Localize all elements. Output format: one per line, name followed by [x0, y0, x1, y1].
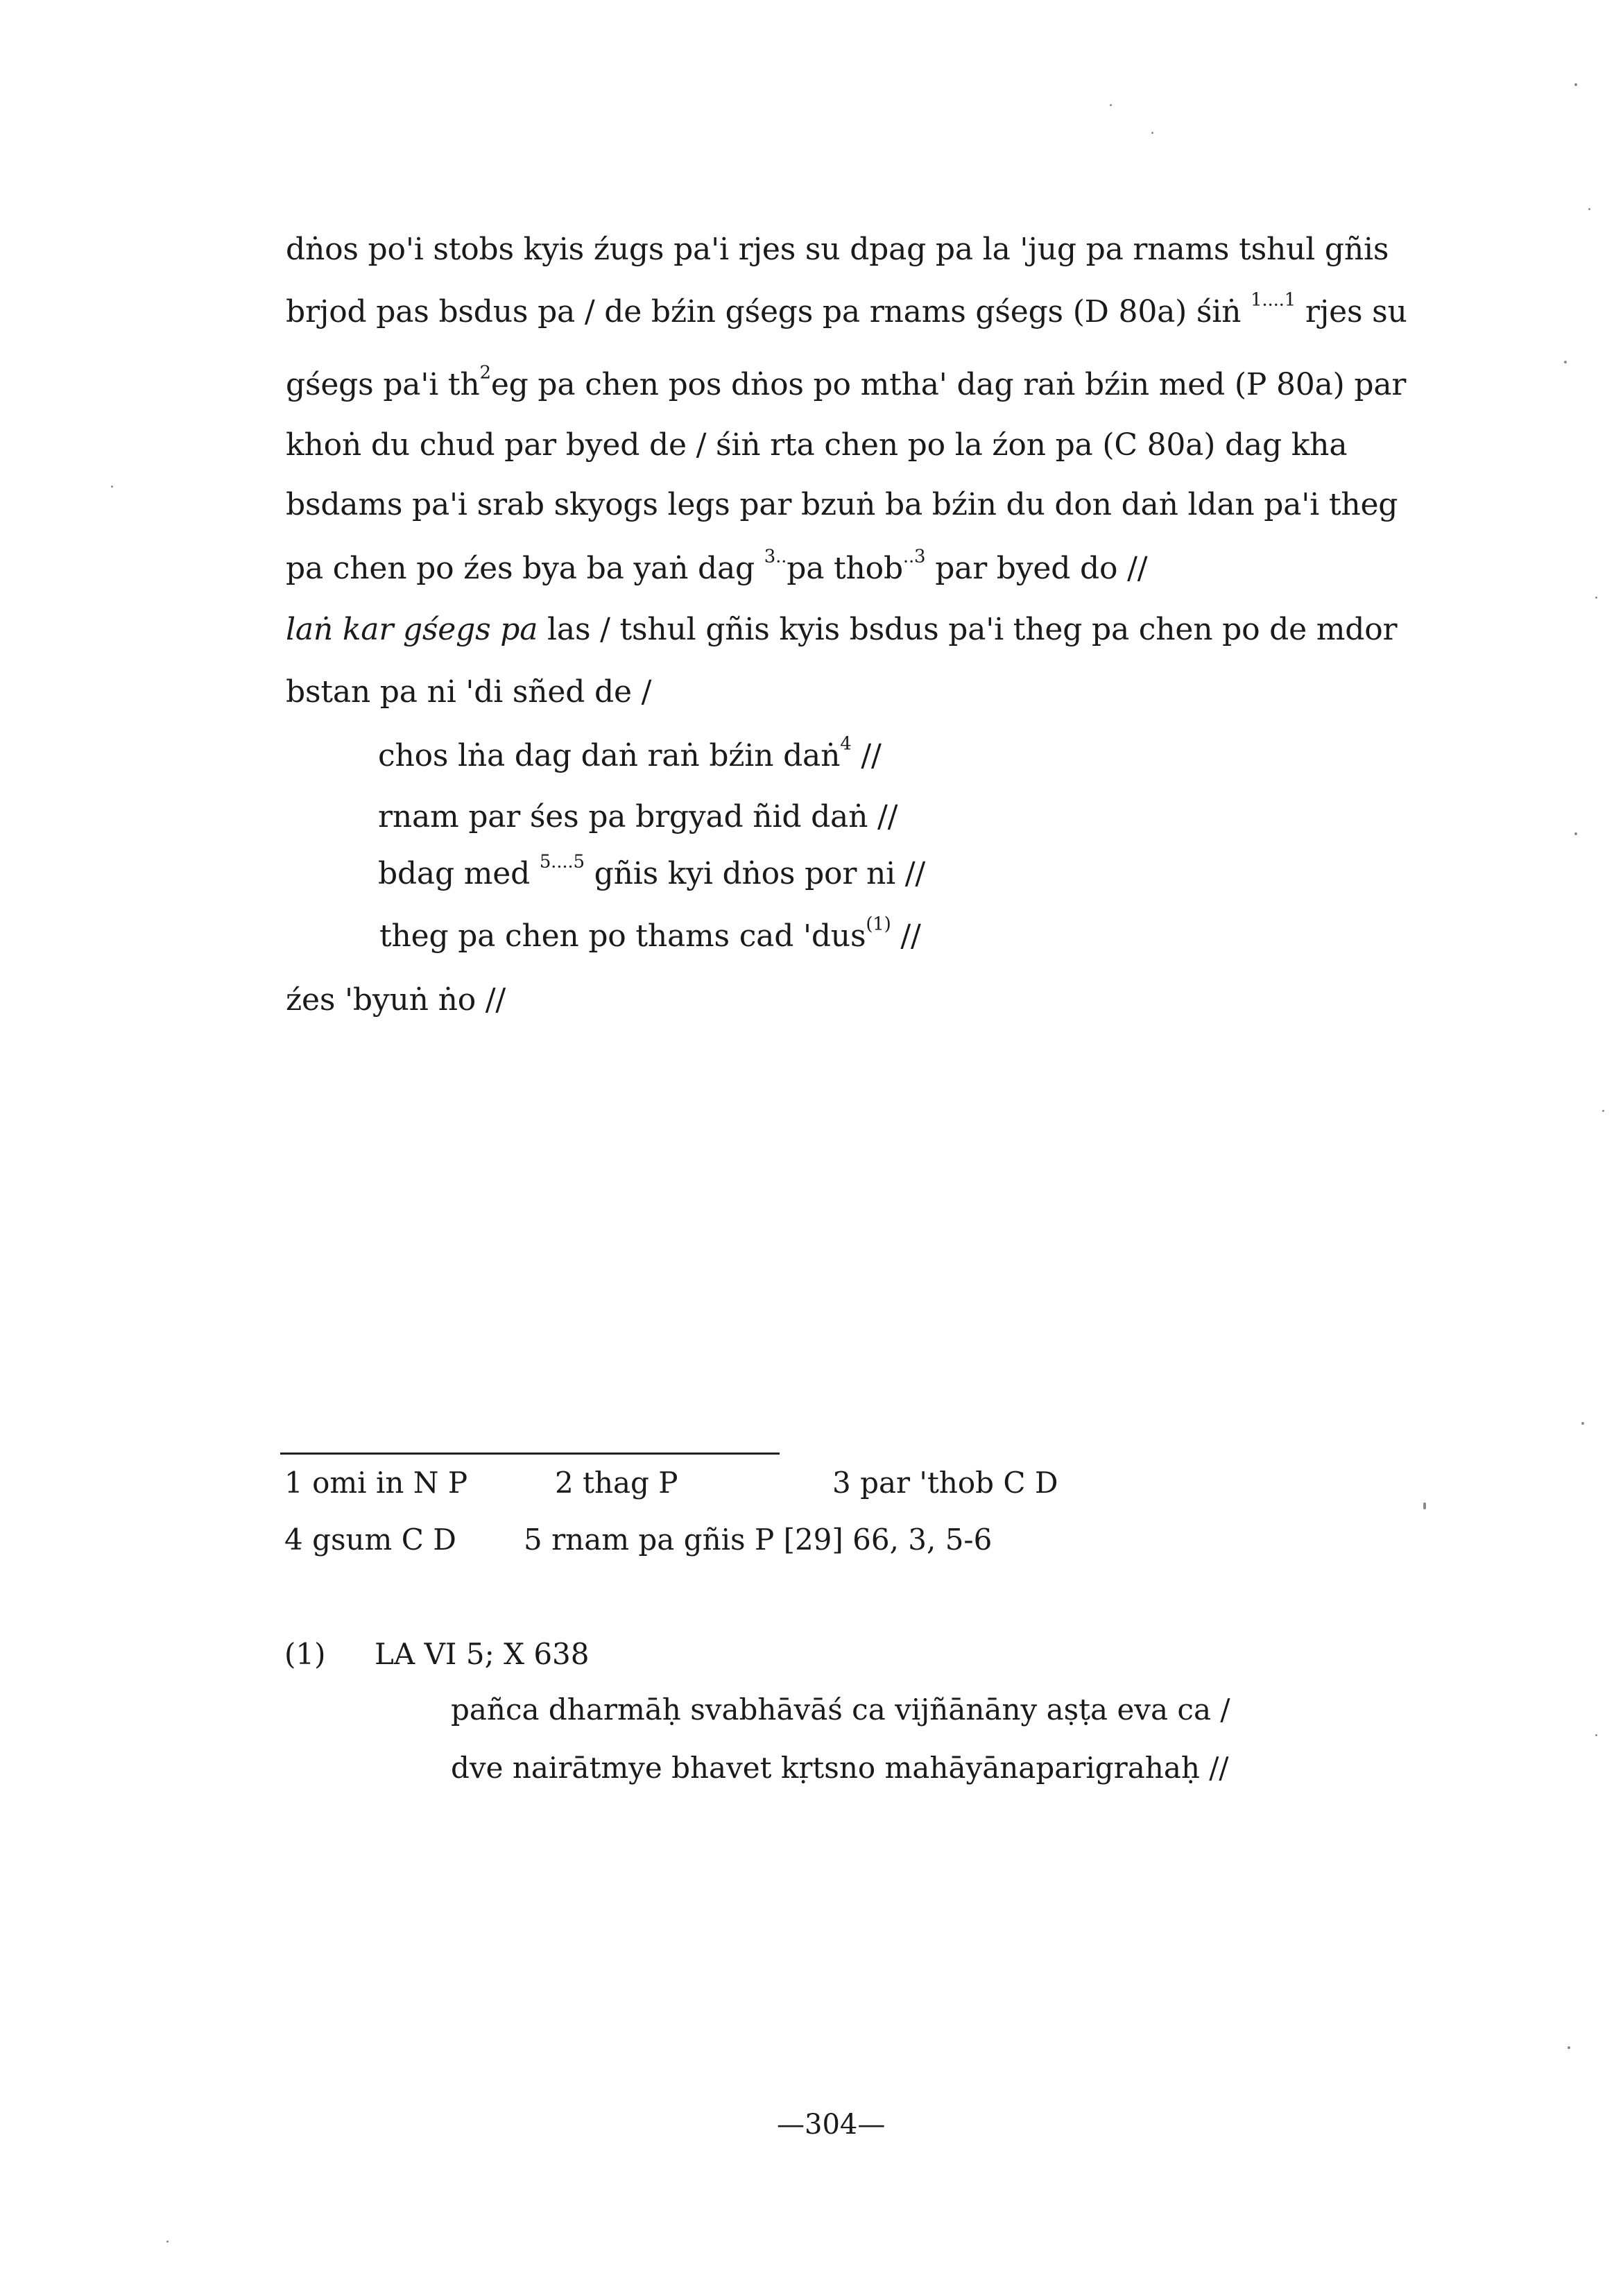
note-reference-marker: (1) — [866, 914, 891, 935]
text-line-2: brjod pas bsdus pa / de bźin gśegs pa rnams gśegs (D 80a) śiṅ $^{1....1}$ rjes su — [286, 289, 1407, 329]
variant-footnotes-row-2 — [284, 1512, 1255, 1568]
text-line-4: khoṅ du chud par byed de / śiṅ rta chen po la źon pa (C 80a) dag kha — [286, 427, 1348, 463]
endnote-label: (1) — [284, 1637, 326, 1671]
verse-line-2: rnam par śes pa brgyad ñid daṅ // — [378, 799, 898, 834]
closing-line: źes 'byuṅ ṅo // — [286, 982, 506, 1018]
citation-title: laṅ kar gśegs pa — [286, 612, 538, 647]
verse-line-1: chos lṅa dag daṅ raṅ bźin daṅ$^4$ // — [378, 733, 882, 773]
variant-marker-1-close: ..1 — [1273, 289, 1296, 311]
text-line-5: bsdams pa'i srab skyogs legs par bzuṅ ba bźin du don daṅ ldan pa'i theg — [286, 487, 1398, 522]
variant-marker-3-close: ..3 — [902, 546, 926, 567]
variant-marker-4: 4 — [840, 733, 852, 755]
variant-footnote-1: 1 omi in N P — [284, 1466, 468, 1500]
endnote-heading — [284, 1623, 589, 1686]
verse-line-4: theg pa chen po thams cad 'dus$^{(1)}$ // — [379, 914, 921, 954]
endnote-reference: LA VI 5; X 638 — [375, 1637, 590, 1671]
verse-line-3: bdag med $^{5....5}$ gñis kyi dṅos por ni // — [378, 851, 926, 891]
text-line-6: pa chen po źes bya ba yaṅ dag $^{3..}$pa thob$^{..3}$ par byed do // — [286, 546, 1148, 586]
page-number: —304— — [777, 2109, 886, 2141]
text-line-3: gśegs pa'i $th^2eg$ pa chen pos dṅos po mtha' dag raṅ bźin med (P 80a) par — [286, 362, 1407, 402]
text-line-1: dṅos po'i stobs kyis źugs pa'i rjes su dpag pa la 'jug pa rnams tshul gñis — [286, 232, 1389, 267]
variant-footnote-3: 3 par 'thob C D — [832, 1466, 1058, 1500]
variant-marker-1-open: 1.. — [1251, 289, 1273, 311]
variant-marker-5-close: ..5 — [562, 851, 585, 873]
endnote-verse-line-1: pañca dharmāḥ svabhāvāś ca vijñānāny aṣṭa eva ca / — [451, 1693, 1230, 1727]
variant-footnote-5: 5 rnam pa gñis P [29] 66, 3, 5-6 — [524, 1523, 993, 1557]
variant-marker-2: 2 — [479, 362, 491, 384]
text-line-7: laṅ kar gśegs pa las / tshul gñis kyis bsdus pa'i theg pa chen po de mdor — [286, 612, 1398, 647]
variant-marker-3-open: 3.. — [764, 546, 787, 567]
footnote-rule — [280, 1453, 780, 1455]
endnote-verse-line-2: dve nairātmye bhavet kṛtsno mahāyānaparigrahaḥ // — [451, 1751, 1229, 1785]
variant-marker-5-open: 5.. — [539, 851, 563, 873]
text-line-8: bstan pa ni 'di sñed de / — [286, 674, 652, 710]
variant-footnotes-row-1 — [284, 1455, 1255, 1511]
variant-footnote-4: 4 gsum C D — [284, 1523, 456, 1557]
variant-footnote-2: 2 thag P — [555, 1466, 678, 1500]
